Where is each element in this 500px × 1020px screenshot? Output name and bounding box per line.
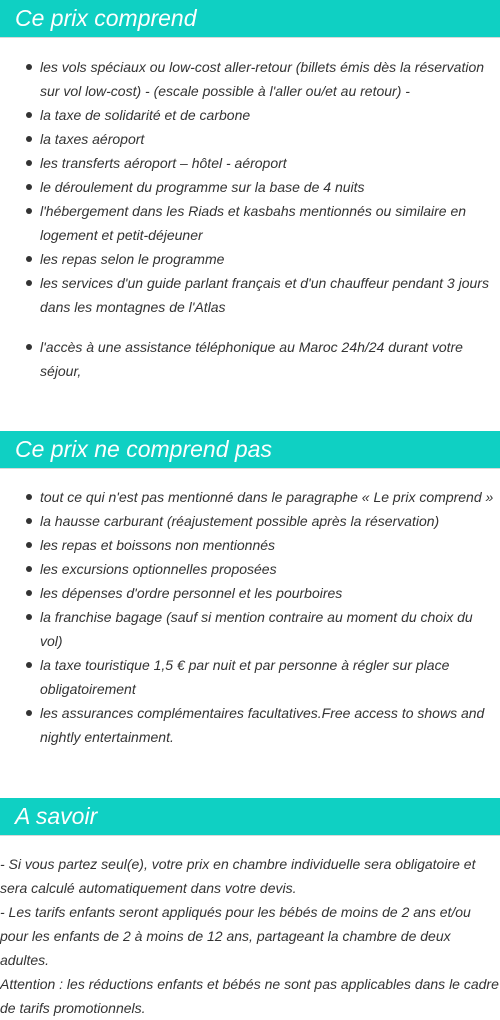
list-item: les assurances complémentaires facultatives.Free access to shows and nightly entertainment. [0,701,500,749]
section-header-included [0,0,500,37]
info-box [0,835,500,1020]
info-paragraph: - Les tarifs enfants seront appliqués pour les bébés de moins de 2 ans et/ou pour les enfants de 2 à moins de 12 ans, partageant la chambre de deux adultes. [0,904,471,968]
list-item: les vols spéciaux ou low-cost aller-retour (billets émis dès la réservation sur vol low-cost) - (escale possible à l'aller ou/et au retour) - [0,55,500,103]
list-item: la franchise bagage (sauf si mention contraire au moment du choix du vol) [0,605,500,653]
section-title-excluded: Ce prix ne comprend pas [15,436,272,462]
list-item: l'accès à une assistance téléphonique au Maroc 24h/24 durant votre séjour, [0,335,500,383]
excluded-list [0,485,500,749]
list-item: les transferts aéroport – hôtel - aéroport [0,151,500,175]
list-item: les repas et boissons non mentionnés [0,533,500,557]
included-list-box [0,37,500,383]
info-paragraph: Attention : les réductions enfants et bébés ne sont pas applicables dans le cadre de tarifs promotionnels. [0,976,499,1016]
list-item: la taxe touristique 1,5 € par nuit et par personne à régler sur place obligatoirement [0,653,500,701]
list-item: la hausse carburant (réajustement possible après la réservation) [0,509,500,533]
list-item: l'hébergement dans les Riads et kasbahs mentionnés ou similaire en logement et petit-déjeuner [0,199,500,247]
section-header-info [0,798,500,835]
list-item: les excursions optionnelles proposées [0,557,500,581]
info-paragraph: - Si vous partez seul(e), votre prix en chambre individuelle sera obligatoire et sera calculé automatiquement dans votre devis. [0,856,476,896]
list-item: la taxe de solidarité et de carbone [0,103,500,127]
included-list [0,55,500,383]
list-item: les repas selon le programme [0,247,500,271]
section-title-included: Ce prix comprend [15,5,197,31]
list-item: tout ce qui n'est pas mentionné dans le paragraphe « Le prix comprend » [0,485,500,509]
section-title-info: A savoir [15,803,98,829]
list-item: le déroulement du programme sur la base de 4 nuits [0,175,500,199]
list-item: la taxes aéroport [0,127,500,151]
section-header-excluded [0,431,500,468]
list-item: les services d'un guide parlant français et d'un chauffeur pendant 3 jours dans les montagnes de l'Atlas [0,271,500,319]
excluded-list-box [0,468,500,749]
list-item: les dépenses d'ordre personnel et les pourboires [0,581,500,605]
